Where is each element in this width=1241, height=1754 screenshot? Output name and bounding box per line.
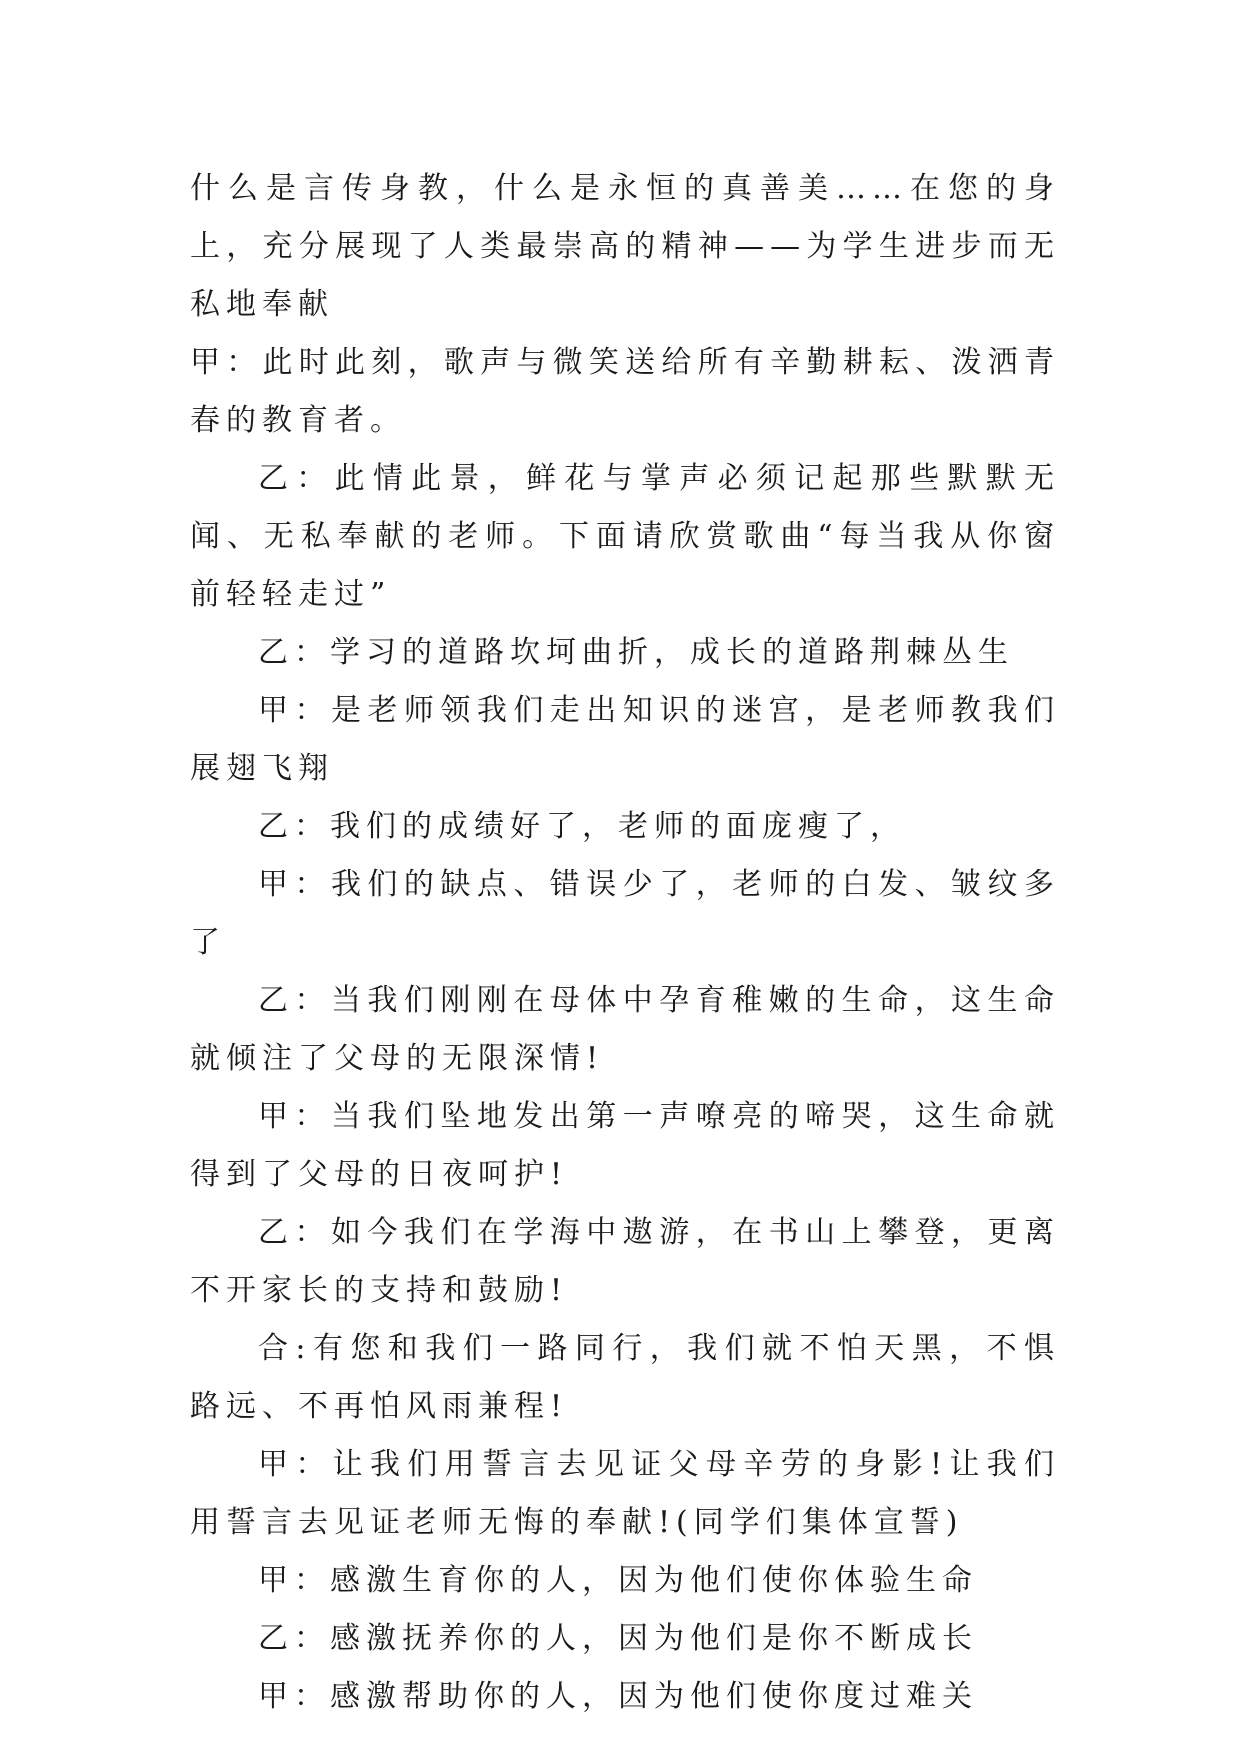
paragraph-10: 乙：如今我们在学海中遨游，在书山上攀登，更离不开家长的支持和鼓励! — [190, 1215, 1060, 1308]
document-page — [190, 160, 1060, 1726]
paragraph-2: 甲：此时此刻，歌声与微笑送给所有辛勤耕耘、泼洒青春的教育者。 — [190, 345, 1060, 438]
paragraph-3: 乙：此情此景，鲜花与掌声必须记起那些默默无闻、无私奉献的老师。下面请欣赏歌曲“每当我从你窗前轻轻走过” — [190, 461, 1060, 612]
paragraph-7: 甲：我们的缺点、错误少了，老师的白发、皱纹多了 — [190, 867, 1060, 960]
paragraph-6: 乙：我们的成绩好了，老师的面庞瘦了， — [258, 809, 906, 844]
paragraph-5: 甲：是老师领我们走出知识的迷宫，是老师教我们展翅飞翔 — [190, 693, 1060, 786]
paragraph-13: 甲：感激生育你的人，因为他们使你体验生命 — [258, 1563, 978, 1598]
paragraph-11: 合:有您和我们一路同行，我们就不怕天黑，不惧路远、不再怕风雨兼程! — [190, 1331, 1060, 1424]
paragraph-12: 甲：让我们用誓言去见证父母辛劳的身影!让我们用誓言去见证老师无悔的奉献!(同学们集体宣誓) — [190, 1447, 1060, 1540]
paragraph-8: 乙：当我们刚刚在母体中孕育稚嫩的生命，这生命就倾注了父母的无限深情! — [190, 983, 1060, 1076]
paragraph-14: 乙：感激抚养你的人，因为他们是你不断成长 — [258, 1621, 978, 1656]
paragraph-4: 乙：学习的道路坎坷曲折，成长的道路荆棘丛生 — [258, 635, 1014, 670]
paragraph-9: 甲：当我们坠地发出第一声嘹亮的啼哭，这生命就得到了父母的日夜呵护! — [190, 1099, 1060, 1192]
paragraph-1: 什么是言传身教，什么是永恒的真善美……在您的身上，充分展现了人类最崇高的精神——为学生进步而无私地奉献 — [190, 171, 1060, 322]
paragraph-15: 甲：感激帮助你的人，因为他们使你度过难关 — [258, 1679, 978, 1714]
